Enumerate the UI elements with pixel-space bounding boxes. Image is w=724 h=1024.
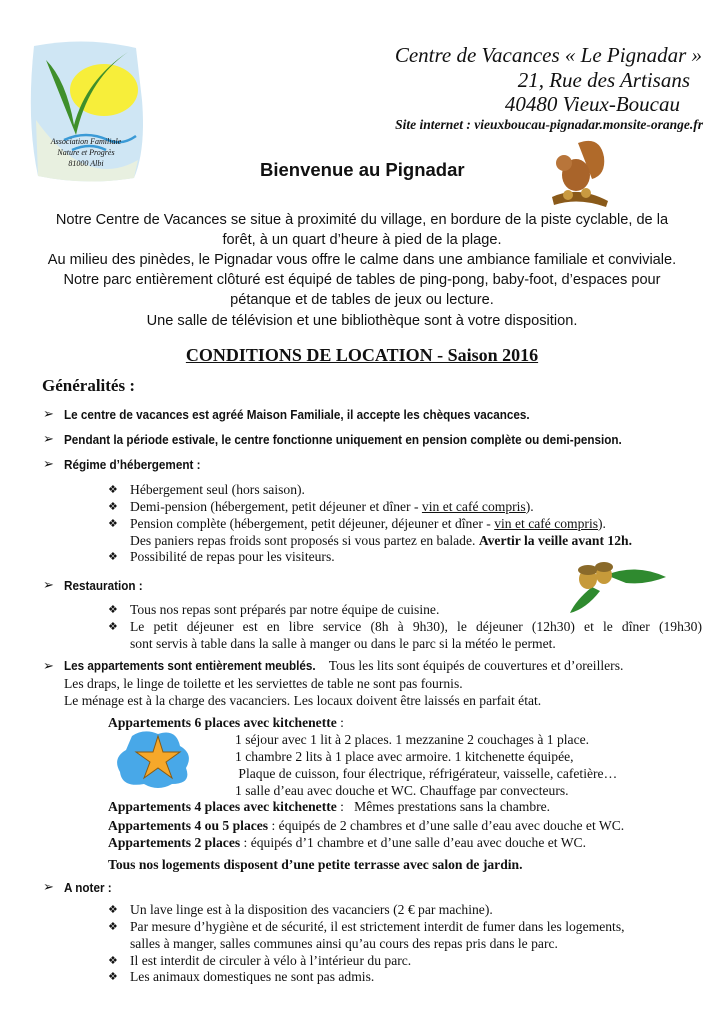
website[interactable]: Site internet : vieuxboucau-pignadar.monsite-orange.fr bbox=[395, 117, 703, 132]
diamond-bullet-icon: ❖ bbox=[108, 484, 118, 496]
diamond-bullet-icon: ❖ bbox=[108, 971, 118, 983]
regime-complete: Pension complète (hébergement, petit déjeuner, déjeuner et dîner - vin et café compris). bbox=[130, 516, 606, 531]
starfish-image bbox=[114, 728, 194, 790]
arrow-bullet-icon: ➢ bbox=[43, 456, 54, 471]
bullet-appartements: Les appartements sont entièrement meublés. Tous les lits sont équipés de couvertures et d’oreillers. bbox=[64, 658, 624, 673]
street-address: 21, Rue des Artisans bbox=[517, 68, 690, 92]
center-title: Centre de Vacances « Le Pignadar » bbox=[394, 43, 702, 67]
diamond-bullet-icon: ❖ bbox=[108, 955, 118, 967]
bullet-restauration: Restauration : bbox=[64, 578, 143, 593]
diamond-bullet-icon: ❖ bbox=[108, 621, 118, 633]
apt-6-line: 1 chambre 2 lits à 1 place avec armoire. 1 kitchenette équipée, bbox=[235, 749, 574, 764]
noter-lave-linge: Un lave linge est à la disposition des vacanciers (2 € par machine). bbox=[130, 902, 493, 917]
logo-text: Association Familiale Nature et Progrès 81000 Albi bbox=[50, 137, 122, 168]
bullet-estivale: Pendant la période estivale, le centre fonctionne uniquement en pension complète ou demi-pension. bbox=[64, 432, 622, 447]
diamond-bullet-icon: ❖ bbox=[108, 551, 118, 563]
restauration-1: Tous nos repas sont préparés par notre équipe de cuisine. bbox=[130, 602, 440, 617]
arrow-bullet-icon: ➢ bbox=[43, 879, 54, 894]
arrow-bullet-icon: ➢ bbox=[43, 577, 54, 592]
diamond-bullet-icon: ❖ bbox=[108, 518, 118, 530]
restauration-3: sont servis à table dans la salle à manger ou dans le parc si la météo le permet. bbox=[130, 636, 556, 651]
regime-seul: Hébergement seul (hors saison). bbox=[130, 482, 305, 497]
apt-6-title: Appartements 6 places avec kitchenette : bbox=[108, 715, 344, 730]
conditions-heading: CONDITIONS DE LOCATION - Saison 2016 bbox=[185, 345, 539, 365]
acorn-leaves-image bbox=[566, 555, 670, 615]
apt-2-places: Appartements 2 places : équipés d’1 chambre et d’une salle d’eau avec douche et WC. bbox=[108, 835, 587, 850]
bullet-a-noter: A noter : bbox=[64, 880, 112, 895]
bullet-agree: Le centre de vacances est agréé Maison Familiale, il accepte les chèques vacances. bbox=[64, 407, 530, 422]
noter-velo: Il est interdit de circuler à vélo à l’intérieur du parc. bbox=[130, 953, 412, 968]
arrow-bullet-icon: ➢ bbox=[43, 658, 54, 673]
apt-6-line: Plaque de cuisson, four électrique, réfrigérateur, vaisselle, cafetière… bbox=[235, 766, 618, 781]
arrow-bullet-icon: ➢ bbox=[43, 406, 54, 421]
city-address: 40480 Vieux-Boucau bbox=[504, 92, 680, 116]
bullet-regime: Régime d’hébergement : bbox=[64, 457, 201, 472]
regime-paniers: Des paniers repas froids sont proposés si vous partez en balade. Avertir la veille avant 12h. bbox=[130, 533, 632, 548]
generalites-heading: Généralités : bbox=[42, 376, 135, 395]
noter-fumer-2: salles à manger, salles communes ainsi qu’au cours des repas pris dans le parc. bbox=[130, 936, 558, 951]
apt-6-line: 1 salle d’eau avec douche et WC. Chauffage par convecteurs. bbox=[235, 783, 569, 798]
diamond-bullet-icon: ❖ bbox=[108, 904, 118, 916]
arrow-bullet-icon: ➢ bbox=[43, 431, 54, 446]
association-logo bbox=[26, 40, 146, 182]
welcome-heading: Bienvenue au Pignadar bbox=[260, 159, 465, 180]
squirrel-image bbox=[548, 135, 610, 210]
apt-4-5-places: Appartements 4 ou 5 places : équipés de 2 chambres et d’une salle d’eau avec douche et WC. bbox=[108, 818, 625, 833]
regime-visiteurs: Possibilité de repas pour les visiteurs. bbox=[130, 549, 335, 564]
terrasse-note: Tous nos logements disposent d’une petite terrasse avec salon de jardin. bbox=[108, 857, 523, 872]
restauration-2: Le petit déjeuner est en libre service (8h à 9h30), le déjeuner (12h30) et le dîner (19h30) bbox=[130, 619, 702, 634]
diamond-bullet-icon: ❖ bbox=[108, 921, 118, 933]
regime-demi: Demi-pension (hébergement, petit déjeuner et dîner - vin et café compris). bbox=[130, 499, 534, 514]
appartements-draps: Les draps, le linge de toilette et les serviettes de table ne sont pas fournis. bbox=[64, 676, 463, 691]
diamond-bullet-icon: ❖ bbox=[108, 501, 118, 513]
apt-4-kitchenette: Appartements 4 places avec kitchenette : Mêmes prestations sans la chambre. bbox=[108, 799, 551, 814]
diamond-bullet-icon: ❖ bbox=[108, 604, 118, 616]
appartements-menage: Le ménage est à la charge des vacanciers. Les locaux doivent être laissés en parfait état. bbox=[64, 693, 542, 708]
noter-fumer: Par mesure d’hygiène et de sécurité, il est strictement interdit de fumer dans les logements, bbox=[130, 919, 625, 934]
noter-animaux: Les animaux domestiques ne sont pas admis. bbox=[130, 969, 375, 984]
apt-6-line: 1 séjour avec 1 lit à 2 places. 1 mezzanine 2 couchages à 1 place. bbox=[235, 732, 590, 747]
